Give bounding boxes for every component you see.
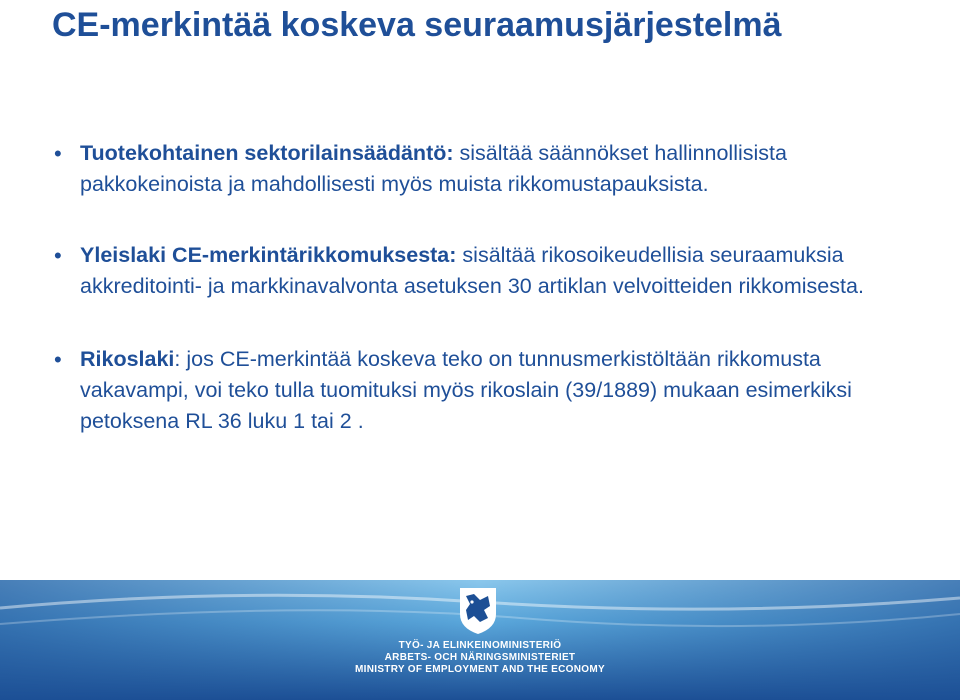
slide-title: CE-merkintää koskeva seuraamusjärjestelmä (52, 6, 782, 44)
ministry-name-fi: TYÖ- JA ELINKEINOMINISTERIÖ (398, 640, 562, 651)
ministry-name-en: MINISTRY OF EMPLOYMENT AND THE ECONOMY (355, 664, 605, 675)
bullet-term: Tuotekohtainen sektorilainsäädäntö: (80, 141, 454, 165)
bullet-text: sisältää rikosoikeudellisia seuraamuksia akkreditointi- ja markkinavalvonta asetuksen 30 artiklan velvoitteiden rikkomisesta. (80, 243, 864, 298)
bullet-item (50, 344, 930, 437)
bullet-text: sisältää säännökset hallinnollisista pakkokeinoista ja mahdollisesti myös muista rikkomustapauksista. (80, 141, 787, 196)
bullet-item (50, 240, 930, 302)
bullet-list (50, 138, 930, 437)
bullet-term: Rikoslaki (80, 347, 175, 371)
lion-emblem-icon (454, 584, 502, 636)
ministry-name-sv: ARBETS- OCH NÄRINGSMINISTERIET (384, 652, 576, 663)
bullet-text: : jos CE-merkintää koskeva teko on tunnusmerkistöltään rikkomusta vakavampi, voi teko tulla tuomituksi myös rikoslain (39/1889) mukaan esimerkiksi petoksena RL 36 luku 1 tai 2 . (80, 347, 852, 433)
bullet-item (50, 138, 930, 200)
bullet-term: Yleislaki CE-merkintärikkomuksesta: (80, 243, 457, 267)
